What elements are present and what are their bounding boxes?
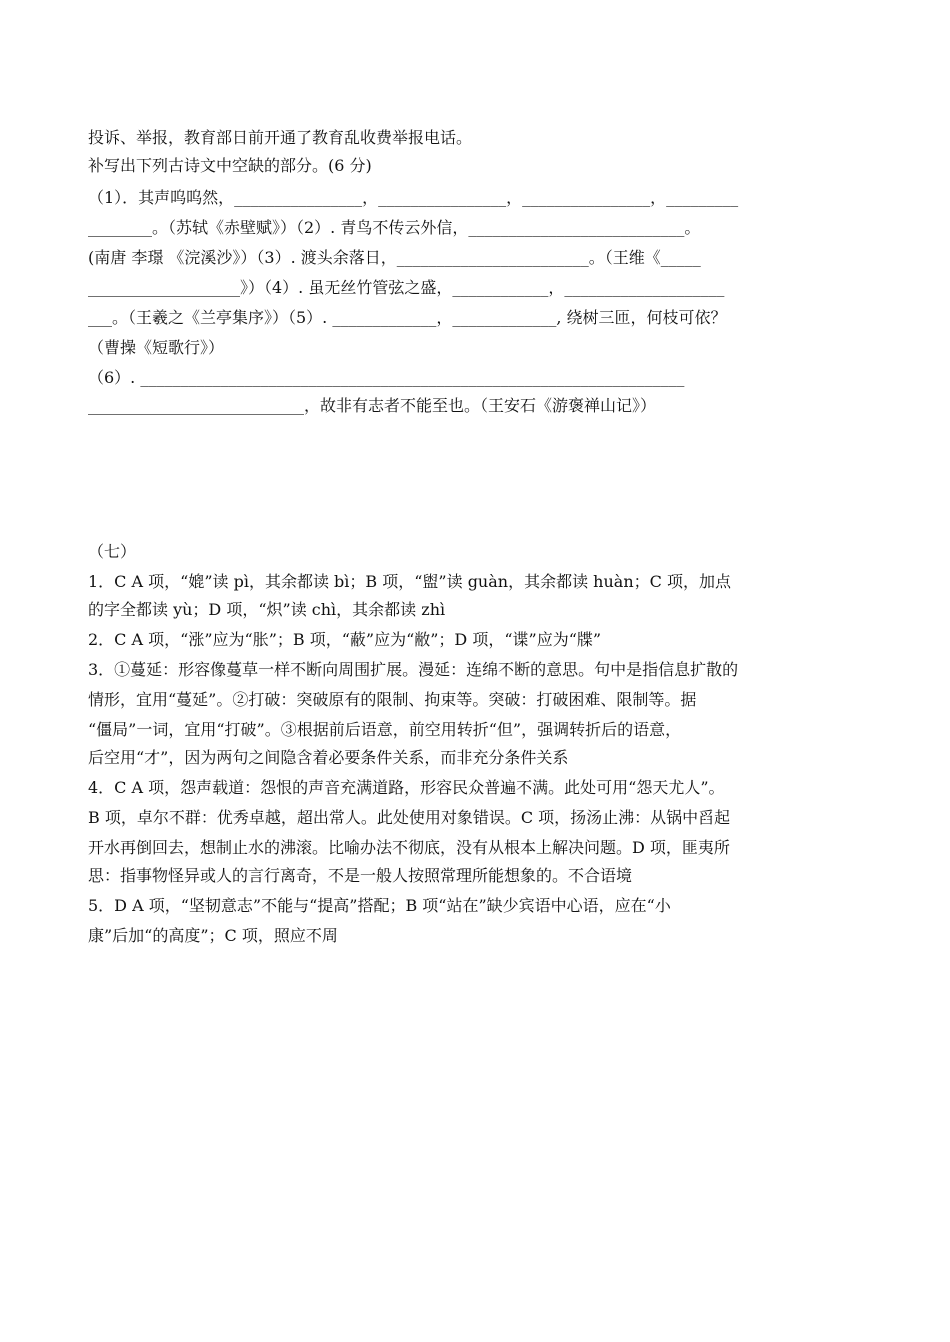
poetry-line-4: ___________________》）（4）. 虽无丝竹管弦之盛，____________，____________________ [88, 278, 725, 297]
poetry-line-2: ________。（苏轼《赤壁赋》）（2）. 青鸟不传云外信，___________________________。 [88, 218, 701, 237]
poetry-line-8: ___________________________，故非有志者不能至也。（王安石《游褒禅山记》） [88, 396, 657, 415]
poetry-line-6: （曹操《短歌行》） [88, 338, 225, 357]
answer-line: 开水再倒回去，想制止水的沸滚。比喻办法不彻底，没有从根本上解决问题。D 项，匪夷所 [88, 838, 730, 857]
answer-line: 1．C A 项，“媲”读 pì，其余都读 bì；B 项，“盥”读 guàn，其余都读 huàn；C 项，加点 [88, 572, 731, 591]
poetry-line-3: (南唐 李璟 《浣溪沙》）（3）. 渡头余落日，________________________。（王维《_____ [88, 248, 701, 267]
section-title: （七） [88, 542, 137, 561]
poetry-line-7: （6）. ____________________________________________________________________ [88, 368, 685, 387]
answer-line: 的字全都读 yù；D 项，“炽”读 chì，其余都读 zhì [88, 600, 446, 619]
answer-line: 5．D A 项，“坚韧意志”不能与“提高”搭配；B 项“站在”缺少宾语中心语，应在“小 [88, 896, 671, 915]
answer-line: 康”后加“的高度”；C 项，照应不周 [88, 926, 338, 945]
answer-line: 2．C A 项，“涨”应为“胀”；B 项，“蔽”应为“敝”；D 项，“谍”应为“牒” [88, 630, 602, 649]
answer-line: 3．①蔓延：形容像蔓草一样不断向周围扩展。漫延：连绵不断的意思。句中是指信息扩散的 [88, 660, 739, 679]
answer-line: 思：指事物怪异或人的言行离奇，不是一般人按照常理所能想象的。不合语境 [88, 866, 633, 885]
answer-line: “僵局”一词，宜用“打破”。③根据前后语意，前空用转折“但”，强调转折后的语意， [88, 720, 682, 739]
answer-line: 后空用“才”，因为两句之间隐含着必要条件关系，而非充分条件关系 [88, 748, 569, 767]
answer-line: 情形，宜用“蔓延”。②打破：突破原有的限制、拘束等。突破：打破困难、限制等。据 [88, 690, 697, 709]
answer-line: 4．C A 项，怨声载道：怨恨的声音充满道路，形容民众普遍不满。此处可用“怨天尤人”。 [88, 778, 725, 797]
answer-line: B 项，卓尔不群：优秀卓越，超出常人。此处使用对象错误。C 项，扬汤止沸：从锅中舀起 [88, 808, 731, 827]
poetry-line-1: （1）．其声呜呜然，________________，________________，________________，_________ [88, 188, 739, 207]
intro-line: 投诉、举报，教育部日前开通了教育乱收费举报电话。 [88, 128, 473, 147]
poetry-line-5: ___。（王羲之《兰亭集序》）（5）. _____________，_____________, 绕树三匝，何枝可依？ [88, 308, 727, 327]
task-title: 补写出下列古诗文中空缺的部分。(6 分) [88, 156, 372, 175]
